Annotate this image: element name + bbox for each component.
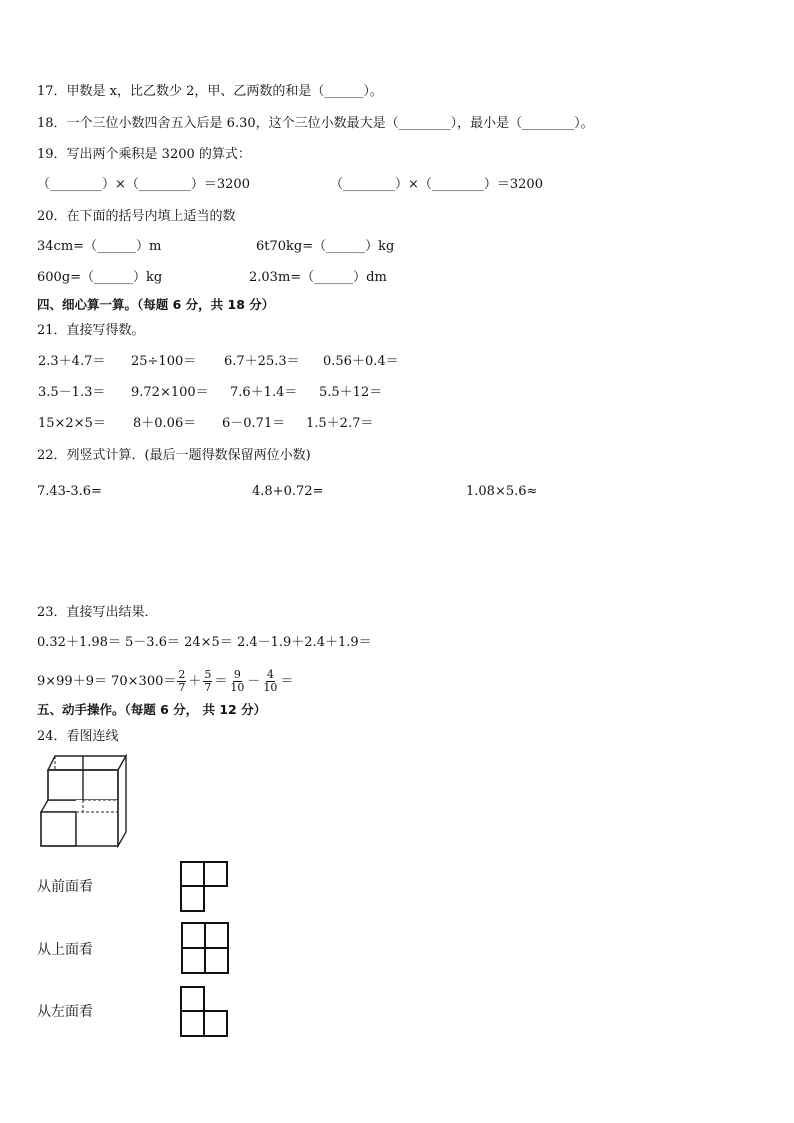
vertical-calc-item: 7.43-3.6= [37,484,102,499]
calc-item: 6.7＋25.3＝ [224,354,300,369]
fraction-numerator: 9 [233,668,241,681]
fraction-denominator: 10 [263,681,278,694]
calc-item: 25÷100＝ [131,354,197,369]
question-22-title: 22．列竖式计算．(最后一题得数保留两位小数) [37,448,311,463]
vertical-calc-item: 4.8+0.72= [252,484,324,499]
question-18: 18．一个三位小数四舍五入后是 6.30，这个三位小数最大是（________），最小是（________）。 [37,116,594,131]
fraction [203,669,212,694]
question-19-equation-2: （________）×（________）＝3200 [330,177,543,192]
view-label-front: 从前面看 [37,879,93,895]
fraction-denominator: 7 [204,681,212,694]
question-20-item: 2.03m=（______）dm [249,270,387,285]
operator: ＝ [280,674,294,689]
calc-item: 6－0.71＝ [222,416,286,431]
question-20-item: 600g=（______）kg [37,270,163,285]
calc-item: 7.6＋1.4＝ [230,385,298,400]
operator: ＋ [188,674,202,689]
question-23-title: 23．直接写出结果． [37,605,158,620]
fraction-denominator: 10 [230,681,245,694]
question-19-equation-1: （________）×（________）＝3200 [37,177,250,192]
fraction-denominator: 7 [178,681,186,694]
question-24-title: 24．看图连线 [37,729,119,744]
vertical-calc-item: 1.08×5.6≈ [466,484,538,499]
view-label-left: 从左面看 [37,1004,93,1020]
view-label-top: 从上面看 [37,942,93,958]
fraction-numerator: 2 [178,668,186,681]
operator: － [247,674,261,689]
fraction [177,669,186,694]
view-diagram-3 [178,984,230,1040]
calc-item: 8＋0.06＝ [133,416,197,431]
fraction-numerator: 4 [266,668,274,681]
section-4-heading: 四、细心算一算。（每题 6 分，共 18 分） [37,297,275,312]
fraction-numerator: 5 [204,668,212,681]
calc-item: 5.5＋12＝ [319,385,383,400]
question-20-item: 6t70kg=（______）kg [256,239,395,254]
question-21-title: 21．直接写得数。 [37,323,145,338]
calc-item: 3.5－1.3＝ [38,385,106,400]
calc-item: 15×2×5＝ [38,416,106,431]
question-23-row-1: 0.32＋1.98＝ 5－3.6＝ 24×5＝ 2.4－1.9＋2.4＋1.9＝ [37,635,372,650]
calc-item: 9.72×100＝ [131,385,209,400]
fraction [262,669,278,694]
view-diagram-2 [179,920,231,976]
calc-item: 2.3＋4.7＝ [38,354,106,369]
question-17: 17．甲数是 x，比乙数少 2，甲、乙两数的和是（______）。 [37,84,383,99]
cube-figure [38,754,138,854]
view-diagram-1 [178,859,230,915]
operator: ＝ [214,674,228,689]
question-20-title: 20．在下面的括号内填上适当的数 [37,209,236,224]
question-23-row-2 [37,668,294,696]
section-5-heading: 五、动手操作。（每题 6 分， 共 12 分） [37,702,267,717]
question-20-item: 34cm=（______）m [37,239,162,254]
row-2-prefix: 9×99＋9＝ 70×300＝ [37,674,177,689]
calc-item: 0.56＋0.4＝ [323,354,399,369]
fraction [229,669,245,694]
calc-item: 1.5＋2.7＝ [306,416,374,431]
question-19-title: 19．写出两个乘积是 3200 的算式： [37,147,251,162]
